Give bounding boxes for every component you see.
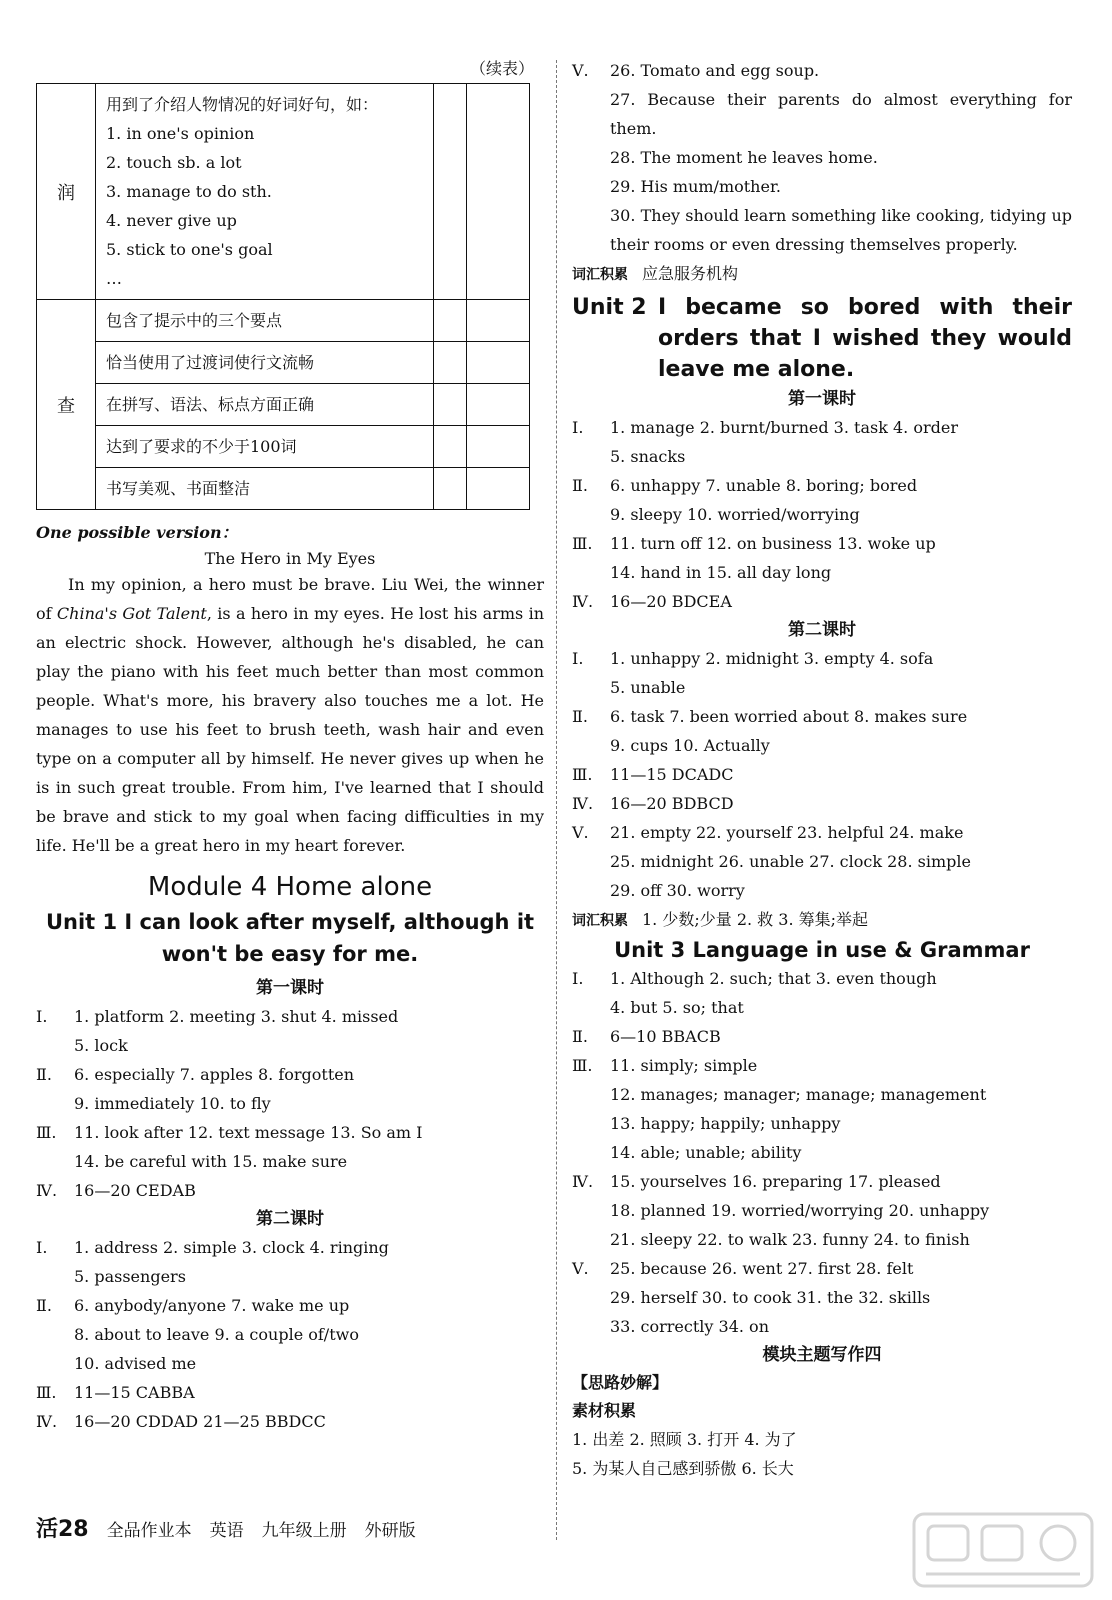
essay-body (36, 570, 544, 860)
answer-row (572, 1254, 1072, 1283)
answer-text: 8. about to leave 9. a couple of/two (74, 1325, 359, 1344)
blank-cell (467, 468, 530, 510)
material-row: 5. 为某人自己感到骄傲 6. 长大 (572, 1459, 794, 1478)
answer-row (572, 442, 1072, 471)
check-item: 书写美观、书面整洁 (96, 468, 434, 510)
answer-text: 29. His mum/mother. (610, 177, 781, 196)
answer-text: 11—15 DCADC (610, 765, 734, 784)
section-number (572, 1196, 610, 1225)
answer-row (572, 1080, 1072, 1109)
lesson-heading: 第二课时 (256, 1209, 324, 1229)
answer-text: 13. happy; happily; unhappy (610, 1114, 841, 1133)
section-number (572, 1109, 610, 1138)
blank-cell (467, 300, 530, 342)
section-number (572, 1312, 610, 1341)
answer-row (572, 529, 1072, 558)
table-key-run: 润 (37, 84, 96, 300)
section-number (572, 442, 610, 471)
answer-text: 15. yourselves 16. preparing 17. pleased (610, 1172, 941, 1191)
answer-row (572, 85, 1072, 143)
watermark-logo (908, 1508, 1098, 1592)
answer-text: 26. Tomato and egg soup. (610, 61, 820, 80)
answer-text: 9. cups 10. Actually (610, 736, 770, 755)
answer-text: 30. They should learn something like cooking, tidying up their rooms or even dressing themselves properly. (610, 206, 1072, 254)
material-row: 1. 出差 2. 照顾 3. 打开 4. 为了 (572, 1430, 797, 1449)
blank-cell (467, 84, 530, 300)
vocab-label: 词汇积累 (572, 267, 628, 283)
section-number: Ⅳ. (572, 592, 594, 611)
run-item: 5. stick to one's goal (106, 240, 273, 259)
unit2-label: Unit 2 (572, 295, 647, 320)
section-number: Ⅲ. (572, 765, 593, 784)
answer-text: 12. manages; manager; manage; management (610, 1085, 987, 1104)
section-number (36, 1349, 74, 1378)
answer-row (572, 1167, 1072, 1196)
material-label: 素材积累 (572, 1401, 637, 1420)
unit2-title (572, 292, 1072, 385)
answer-block (572, 644, 1072, 905)
unit2-text: I became so bored with their orders that I wished they would leave me alone. (658, 295, 1072, 382)
unit1-title: Unit 1 I can look after myself, although it won't be easy for me. (45, 910, 535, 966)
answer-text: 25. because 26. went 27. first 28. felt (610, 1259, 914, 1278)
answer-row (572, 558, 1072, 587)
answer-text: 6. anybody/anyone 7. wake me up (74, 1296, 350, 1315)
blank-cell (467, 342, 530, 384)
section-number: Ⅲ. (36, 1383, 57, 1402)
section-number (572, 558, 610, 587)
answer-row (572, 500, 1072, 529)
answer-text: 6. task 7. been worried about 8. makes sure (610, 707, 968, 726)
section-number: Ⅳ. (572, 1172, 594, 1191)
answer-text: 16—20 BDCEA (610, 592, 732, 611)
answer-text: 21. empty 22. yourself 23. helpful 24. make (610, 823, 964, 842)
run-item: 2. touch sb. a lot (106, 153, 242, 172)
blank-cell (467, 426, 530, 468)
answer-block (572, 413, 1072, 616)
answer-text: 9. immediately 10. to fly (74, 1094, 271, 1113)
answer-text: 14. be careful with 15. make sure (74, 1152, 348, 1171)
grade: 九年级上册 (261, 1521, 347, 1541)
answer-row (572, 1109, 1072, 1138)
column-divider (556, 60, 557, 1540)
answer-row (572, 413, 1072, 442)
section-number (572, 1138, 610, 1167)
blank-cell (434, 342, 467, 384)
answer-row (572, 1022, 1072, 1051)
run-item: 4. never give up (106, 211, 237, 230)
answer-text: 6. especially 7. apples 8. forgotten (74, 1065, 355, 1084)
run-item: … (106, 269, 122, 288)
run-item: 1. in one's opinion (106, 124, 255, 143)
section-number (572, 993, 610, 1022)
section-number: Ⅰ. (36, 1238, 48, 1257)
answer-row (572, 56, 1072, 85)
answer-row (36, 1176, 544, 1205)
section-number (572, 1283, 610, 1312)
continued-label: （续表） (469, 59, 534, 78)
page-footer (36, 1512, 416, 1543)
answer-text: 25. midnight 26. unable 27. clock 28. simple (610, 852, 971, 871)
answer-text: 29. off 30. worry (610, 881, 745, 900)
section-number: Ⅱ. (572, 1027, 588, 1046)
answer-row (572, 876, 1072, 905)
answer-row (572, 702, 1072, 731)
answer-block (572, 56, 1072, 259)
answer-text: 11. look after 12. text message 13. So am I (74, 1123, 423, 1142)
thought-label: 【思路妙解】 (572, 1373, 669, 1392)
answer-text: 5. snacks (610, 447, 686, 466)
answer-text: 18. planned 19. worried/worrying 20. unhappy (610, 1201, 990, 1220)
lesson-heading: 第一课时 (256, 978, 324, 998)
vocab-text: 应急服务机构 (642, 264, 739, 283)
page-number: 活28 (36, 1517, 89, 1542)
show-name: China's Got Talent (56, 604, 207, 623)
section-number: Ⅰ. (572, 649, 584, 668)
evaluation-table (36, 83, 530, 510)
section-number (572, 1080, 610, 1109)
section-number (572, 172, 610, 201)
section-number (572, 201, 610, 259)
answer-text: 9. sleepy 10. worried/worrying (610, 505, 860, 524)
lesson-heading: 第一课时 (788, 389, 856, 409)
writing-title: 模块主题写作四 (762, 1345, 882, 1365)
answer-row (572, 143, 1072, 172)
section-number: Ⅳ. (572, 794, 594, 813)
answer-row (36, 1291, 544, 1320)
answer-text: 1. manage 2. burnt/burned 3. task 4. order (610, 418, 958, 437)
answer-text: 5. passengers (74, 1267, 186, 1286)
answer-text: 5. unable (610, 678, 686, 697)
answer-row (572, 172, 1072, 201)
answer-row (572, 993, 1072, 1022)
subject: 英语 (209, 1521, 244, 1541)
answer-text: 1. platform 2. meeting 3. shut 4. missed (74, 1007, 399, 1026)
answer-row (572, 760, 1072, 789)
right-column (572, 56, 1072, 1483)
answer-row (36, 1031, 544, 1060)
answer-row (36, 1407, 544, 1436)
unit3-title: Unit 3 Language in use & Grammar (614, 938, 1030, 962)
section-number (572, 876, 610, 905)
answer-text: 33. correctly 34. on (610, 1317, 769, 1336)
section-number (572, 85, 610, 143)
section-number: Ⅲ. (36, 1123, 57, 1142)
answer-text: 6. unhappy 7. unable 8. boring; bored (610, 476, 918, 495)
answer-row (572, 1138, 1072, 1167)
check-item: 在拼写、语法、标点方面正确 (96, 384, 434, 426)
answer-row (36, 1060, 544, 1089)
lesson-heading: 第二课时 (788, 620, 856, 640)
answer-row (572, 1283, 1072, 1312)
left-column (36, 56, 544, 1436)
blank-cell (434, 468, 467, 510)
answer-row (572, 587, 1072, 616)
answer-text: 28. The moment he leaves home. (610, 148, 878, 167)
answer-text: 29. herself 30. to cook 31. the 32. skills (610, 1288, 931, 1307)
answer-row (36, 1349, 544, 1378)
check-item: 包含了提示中的三个要点 (96, 300, 434, 342)
answer-row (36, 1147, 544, 1176)
section-number: Ⅲ. (572, 534, 593, 553)
vocab-label: 词汇积累 (572, 913, 628, 929)
check-item: 达到了要求的不少于100词 (96, 426, 434, 468)
answer-row (36, 1002, 544, 1031)
section-number: Ⅳ. (36, 1412, 58, 1431)
answer-row (36, 1320, 544, 1349)
run-text: 用到了介绍人物情况的好词好句，如： (106, 95, 379, 114)
answer-row (36, 1378, 544, 1407)
vocab-text: 1. 少数;少量 2. 救 3. 筹集;举起 (642, 910, 869, 929)
answer-row (572, 818, 1072, 847)
answer-text: 27. Because their parents do almost everything for them. (610, 90, 1072, 138)
vocab-note (572, 905, 1072, 936)
blank-cell (467, 384, 530, 426)
section-number (572, 1225, 610, 1254)
section-number (572, 731, 610, 760)
vocab-note (572, 259, 1072, 290)
section-number: Ⅱ. (36, 1065, 52, 1084)
section-number (572, 143, 610, 172)
blank-cell (434, 84, 467, 300)
possible-version-label: One possible version： (36, 523, 238, 542)
section-number: Ⅴ. (572, 1259, 589, 1278)
answer-row (572, 673, 1072, 702)
section-number: Ⅲ. (572, 1056, 593, 1075)
section-number: Ⅱ. (572, 476, 588, 495)
section-number: Ⅳ. (36, 1181, 58, 1200)
section-number: Ⅰ. (572, 969, 584, 988)
run-cell (96, 84, 434, 300)
section-number: Ⅰ. (36, 1007, 48, 1026)
answer-row (572, 1051, 1072, 1080)
blank-cell (434, 426, 467, 468)
blank-cell (434, 300, 467, 342)
answer-text: 11. simply; simple (610, 1056, 758, 1075)
answer-block (36, 1002, 544, 1205)
answer-text: 11—15 CABBA (74, 1383, 195, 1402)
section-number: Ⅴ. (572, 61, 589, 80)
answer-text: 16—20 BDBCD (610, 794, 734, 813)
table-key-check: 查 (37, 300, 96, 510)
answer-text: 11. turn off 12. on business 13. woke up (610, 534, 936, 553)
answer-text: 1. address 2. simple 3. clock 4. ringing (74, 1238, 389, 1257)
answer-text: 14. hand in 15. all day long (610, 563, 832, 582)
answer-row (572, 964, 1072, 993)
module-title: Module 4 Home alone (147, 872, 433, 902)
answer-row (572, 201, 1072, 259)
answer-row (572, 1312, 1072, 1341)
section-number (36, 1320, 74, 1349)
answer-text: 21. sleepy 22. to walk 23. funny 24. to finish (610, 1230, 970, 1249)
answer-text: 14. able; unable; ability (610, 1143, 802, 1162)
section-number: Ⅱ. (572, 707, 588, 726)
section-number (572, 500, 610, 529)
section-number (36, 1147, 74, 1176)
answer-row (572, 644, 1072, 673)
check-item: 恰当使用了过渡词使行文流畅 (96, 342, 434, 384)
edition: 外研版 (364, 1521, 416, 1541)
section-number: Ⅱ. (36, 1296, 52, 1315)
answer-text: 4. but 5. so; that (610, 998, 744, 1017)
answer-row (572, 1225, 1072, 1254)
answer-text: 16—20 CDDAD 21—25 BBDCC (74, 1412, 326, 1431)
answer-row (36, 1089, 544, 1118)
answer-row (36, 1233, 544, 1262)
blank-cell (434, 384, 467, 426)
essay-title: The Hero in My Eyes (204, 549, 376, 568)
answer-text: 1. Although 2. such; that 3. even though (610, 969, 937, 988)
answer-text: 1. unhappy 2. midnight 3. empty 4. sofa (610, 649, 934, 668)
answer-text: 16—20 CEDAB (74, 1181, 196, 1200)
section-number (36, 1262, 74, 1291)
answer-text: 6—10 BBACB (610, 1027, 721, 1046)
book-name: 全品作业本 (106, 1521, 192, 1541)
answer-row (36, 1262, 544, 1291)
section-number (572, 847, 610, 876)
section-number (36, 1089, 74, 1118)
section-number: Ⅴ. (572, 823, 589, 842)
answer-text: 5. lock (74, 1036, 128, 1055)
run-item: 3. manage to do sth. (106, 182, 272, 201)
section-number (36, 1031, 74, 1060)
answer-row (572, 789, 1072, 818)
essay-part: , is a hero in my eyes. He lost his arms in an electric shock. However, although he's disabled, he can play the piano with his feet much better than most common people. What's more, his bravery also touches me a lot. He manages to use his feet to brush teeth, wash hair and even type on a computer all by himself. He never gives up when he is in such great trouble. From him, I've learned that I should be brave and stick to my goal when facing difficulties in my life. He'll be a great hero in my heart forever. (36, 604, 545, 855)
answer-row (36, 1118, 544, 1147)
answer-block (572, 964, 1072, 1341)
answer-row (572, 731, 1072, 760)
answer-block (36, 1233, 544, 1436)
answer-row (572, 847, 1072, 876)
answer-text: 10. advised me (74, 1354, 197, 1373)
section-number (572, 673, 610, 702)
essay-part: In my opinion, a hero must be brave. Liu Wei, the winner of (36, 575, 544, 623)
answer-row (572, 1196, 1072, 1225)
answer-row (572, 471, 1072, 500)
section-number: Ⅰ. (572, 418, 584, 437)
